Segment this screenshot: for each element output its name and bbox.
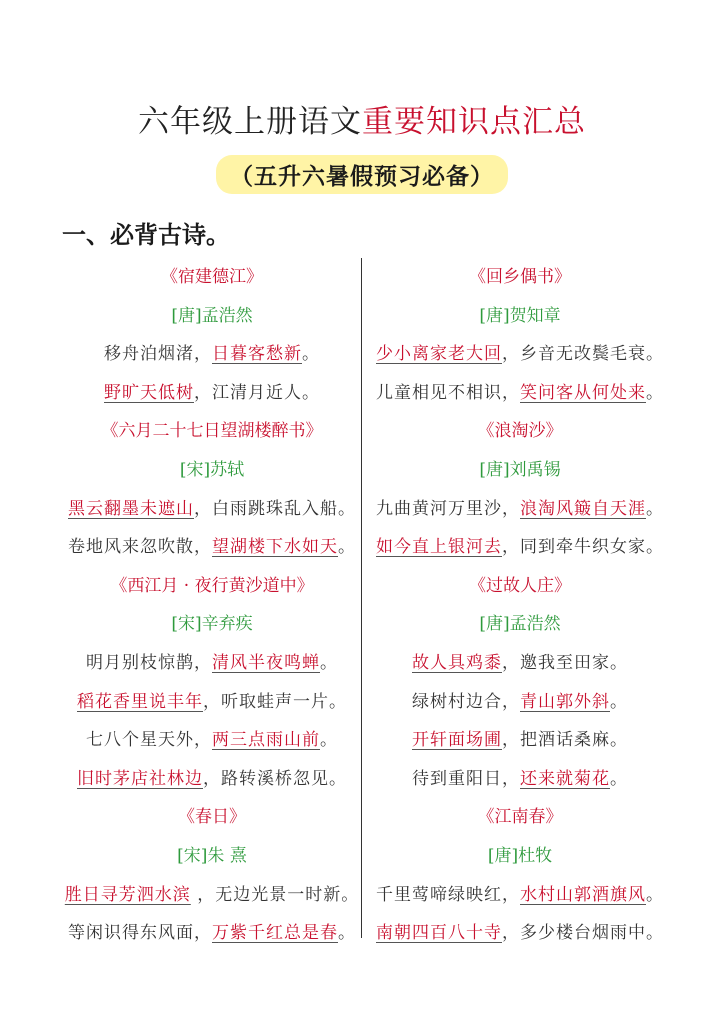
subtitle [0, 155, 724, 194]
plain-text: 九曲黄河万里沙， [376, 498, 520, 519]
plain-text: ，听取蛙声一片。 [203, 691, 347, 712]
poem-author: [唐]贺知章 [479, 305, 561, 326]
underlined-text: 望湖楼下水如天 [212, 537, 338, 558]
plain-text: ，把酒话桑麻。 [502, 730, 628, 751]
plain-text: 。 [338, 923, 356, 944]
poem-line [62, 760, 362, 799]
poem-title: 《宿建德江》 [161, 267, 263, 287]
poem-line [62, 335, 362, 374]
plain-text: 卷地风来忽吹散， [68, 537, 212, 558]
underlined-text: 笑问客从何处来 [520, 382, 646, 403]
plain-text: ，邀我至田家。 [502, 652, 628, 673]
underlined-text: 万紫千红总是春 [212, 923, 338, 944]
title-red-part: 重要知识点汇总 [362, 104, 586, 140]
poem-line [370, 528, 670, 567]
poem-line [62, 721, 362, 760]
underlined-text: 故人具鸡黍 [412, 652, 502, 673]
poem-author: [唐]孟浩然 [479, 614, 561, 635]
plain-text: 儿童相见不相识， [376, 382, 520, 403]
poem-line [62, 490, 362, 529]
plain-text: 千里莺啼绿映红， [376, 884, 520, 905]
underlined-text: 南朝四百八十寺 [376, 923, 502, 944]
underlined-text: 还来就菊花 [520, 768, 610, 789]
plain-text: 绿树村边合， [412, 691, 520, 712]
underlined-text: 野旷天低树 [104, 382, 194, 403]
plain-text: 。 [302, 344, 320, 365]
underlined-text: 两三点雨山前 [212, 730, 320, 751]
poem-line [62, 528, 362, 567]
poem-author: [唐]孟浩然 [171, 305, 253, 326]
underlined-text: 少小离家老大回 [376, 344, 502, 365]
poem-line [370, 914, 670, 953]
left-column [62, 258, 362, 953]
poem-line [62, 374, 362, 413]
poem-line [62, 914, 362, 953]
poem-title: 《西江月 · 夜行黄沙道中》 [110, 575, 314, 596]
right-column [370, 258, 670, 953]
poem-line [370, 335, 670, 374]
underlined-text: 清风半夜鸣蝉 [212, 652, 320, 673]
plain-text: ，同到牵牛织女家。 [502, 537, 664, 558]
plain-text: 。 [320, 652, 338, 673]
plain-text: 七八个星天外， [86, 730, 212, 751]
poem-author: [唐]刘禹锡 [479, 459, 561, 480]
poem-line [62, 644, 362, 683]
underlined-text: 浪淘风簸自天涯 [520, 498, 646, 519]
poem-author: [宋]辛弃疾 [171, 614, 253, 635]
plain-text: 。 [610, 768, 628, 789]
subtitle-highlight: （五升六暑假预习必备） [216, 155, 508, 194]
poem-line [370, 760, 670, 799]
plain-text: ，江清月近人。 [194, 382, 320, 403]
poem-line [62, 683, 362, 722]
underlined-text: 水村山郭酒旗风 [520, 884, 646, 905]
title-black-part: 六年级上册语文 [138, 104, 362, 140]
page-title [0, 96, 724, 141]
plain-text: 。 [610, 691, 628, 712]
underlined-text: 旧时茅店社林边 [77, 768, 203, 789]
plain-text: ，无边光景一时新。 [190, 884, 360, 905]
section-heading: 一、必背古诗。 [62, 220, 230, 249]
poem-title: 《浪淘沙》 [477, 421, 563, 442]
poem-author: [唐]杜牧 [487, 845, 553, 866]
plain-text: 。 [646, 382, 664, 403]
poem-line [62, 876, 362, 915]
poem-title: 《回乡偶书》 [469, 267, 571, 287]
poem-line [370, 644, 670, 683]
poem-line [370, 683, 670, 722]
poem-title: 《江南春》 [477, 807, 563, 828]
poem-author: [宋]苏轼 [179, 459, 245, 480]
plain-text: ，路转溪桥忽见。 [203, 768, 347, 789]
underlined-text: 稻花香里说丰年 [77, 691, 203, 712]
underlined-text: 胜日寻芳泗水滨 [64, 884, 191, 905]
plain-text: ，多少楼台烟雨中。 [502, 923, 664, 944]
plain-text: 待到重阳日， [412, 768, 520, 789]
poem-title: 《过故人庄》 [469, 575, 571, 596]
plain-text: ，乡音无改鬓毛衰。 [502, 344, 664, 365]
underlined-text: 黑云翻墨未遮山 [68, 498, 194, 519]
plain-text: 。 [320, 730, 338, 751]
poem-title: 《六月二十七日望湖楼醉书》 [101, 421, 323, 442]
underlined-text: 青山郭外斜 [520, 691, 610, 712]
underlined-text: 如今直上银河去 [376, 537, 502, 558]
underlined-text: 日暮客愁新 [212, 344, 302, 365]
plain-text: 。 [646, 884, 664, 905]
poem-title: 《春日》 [178, 807, 246, 828]
poem-author: [宋]朱 熹 [177, 845, 247, 866]
plain-text: 移舟泊烟渚， [104, 344, 212, 365]
poem-line [370, 374, 670, 413]
plain-text: 。 [646, 498, 664, 519]
plain-text: 明月别枝惊鹊， [86, 652, 212, 673]
poem-line [370, 490, 670, 529]
underlined-text: 开轩面场圃 [412, 730, 502, 751]
plain-text: 。 [338, 537, 356, 558]
poem-line [370, 876, 670, 915]
plain-text: 等闲识得东风面， [68, 923, 212, 944]
poem-line [370, 721, 670, 760]
plain-text: ，白雨跳珠乱入船。 [194, 498, 356, 519]
